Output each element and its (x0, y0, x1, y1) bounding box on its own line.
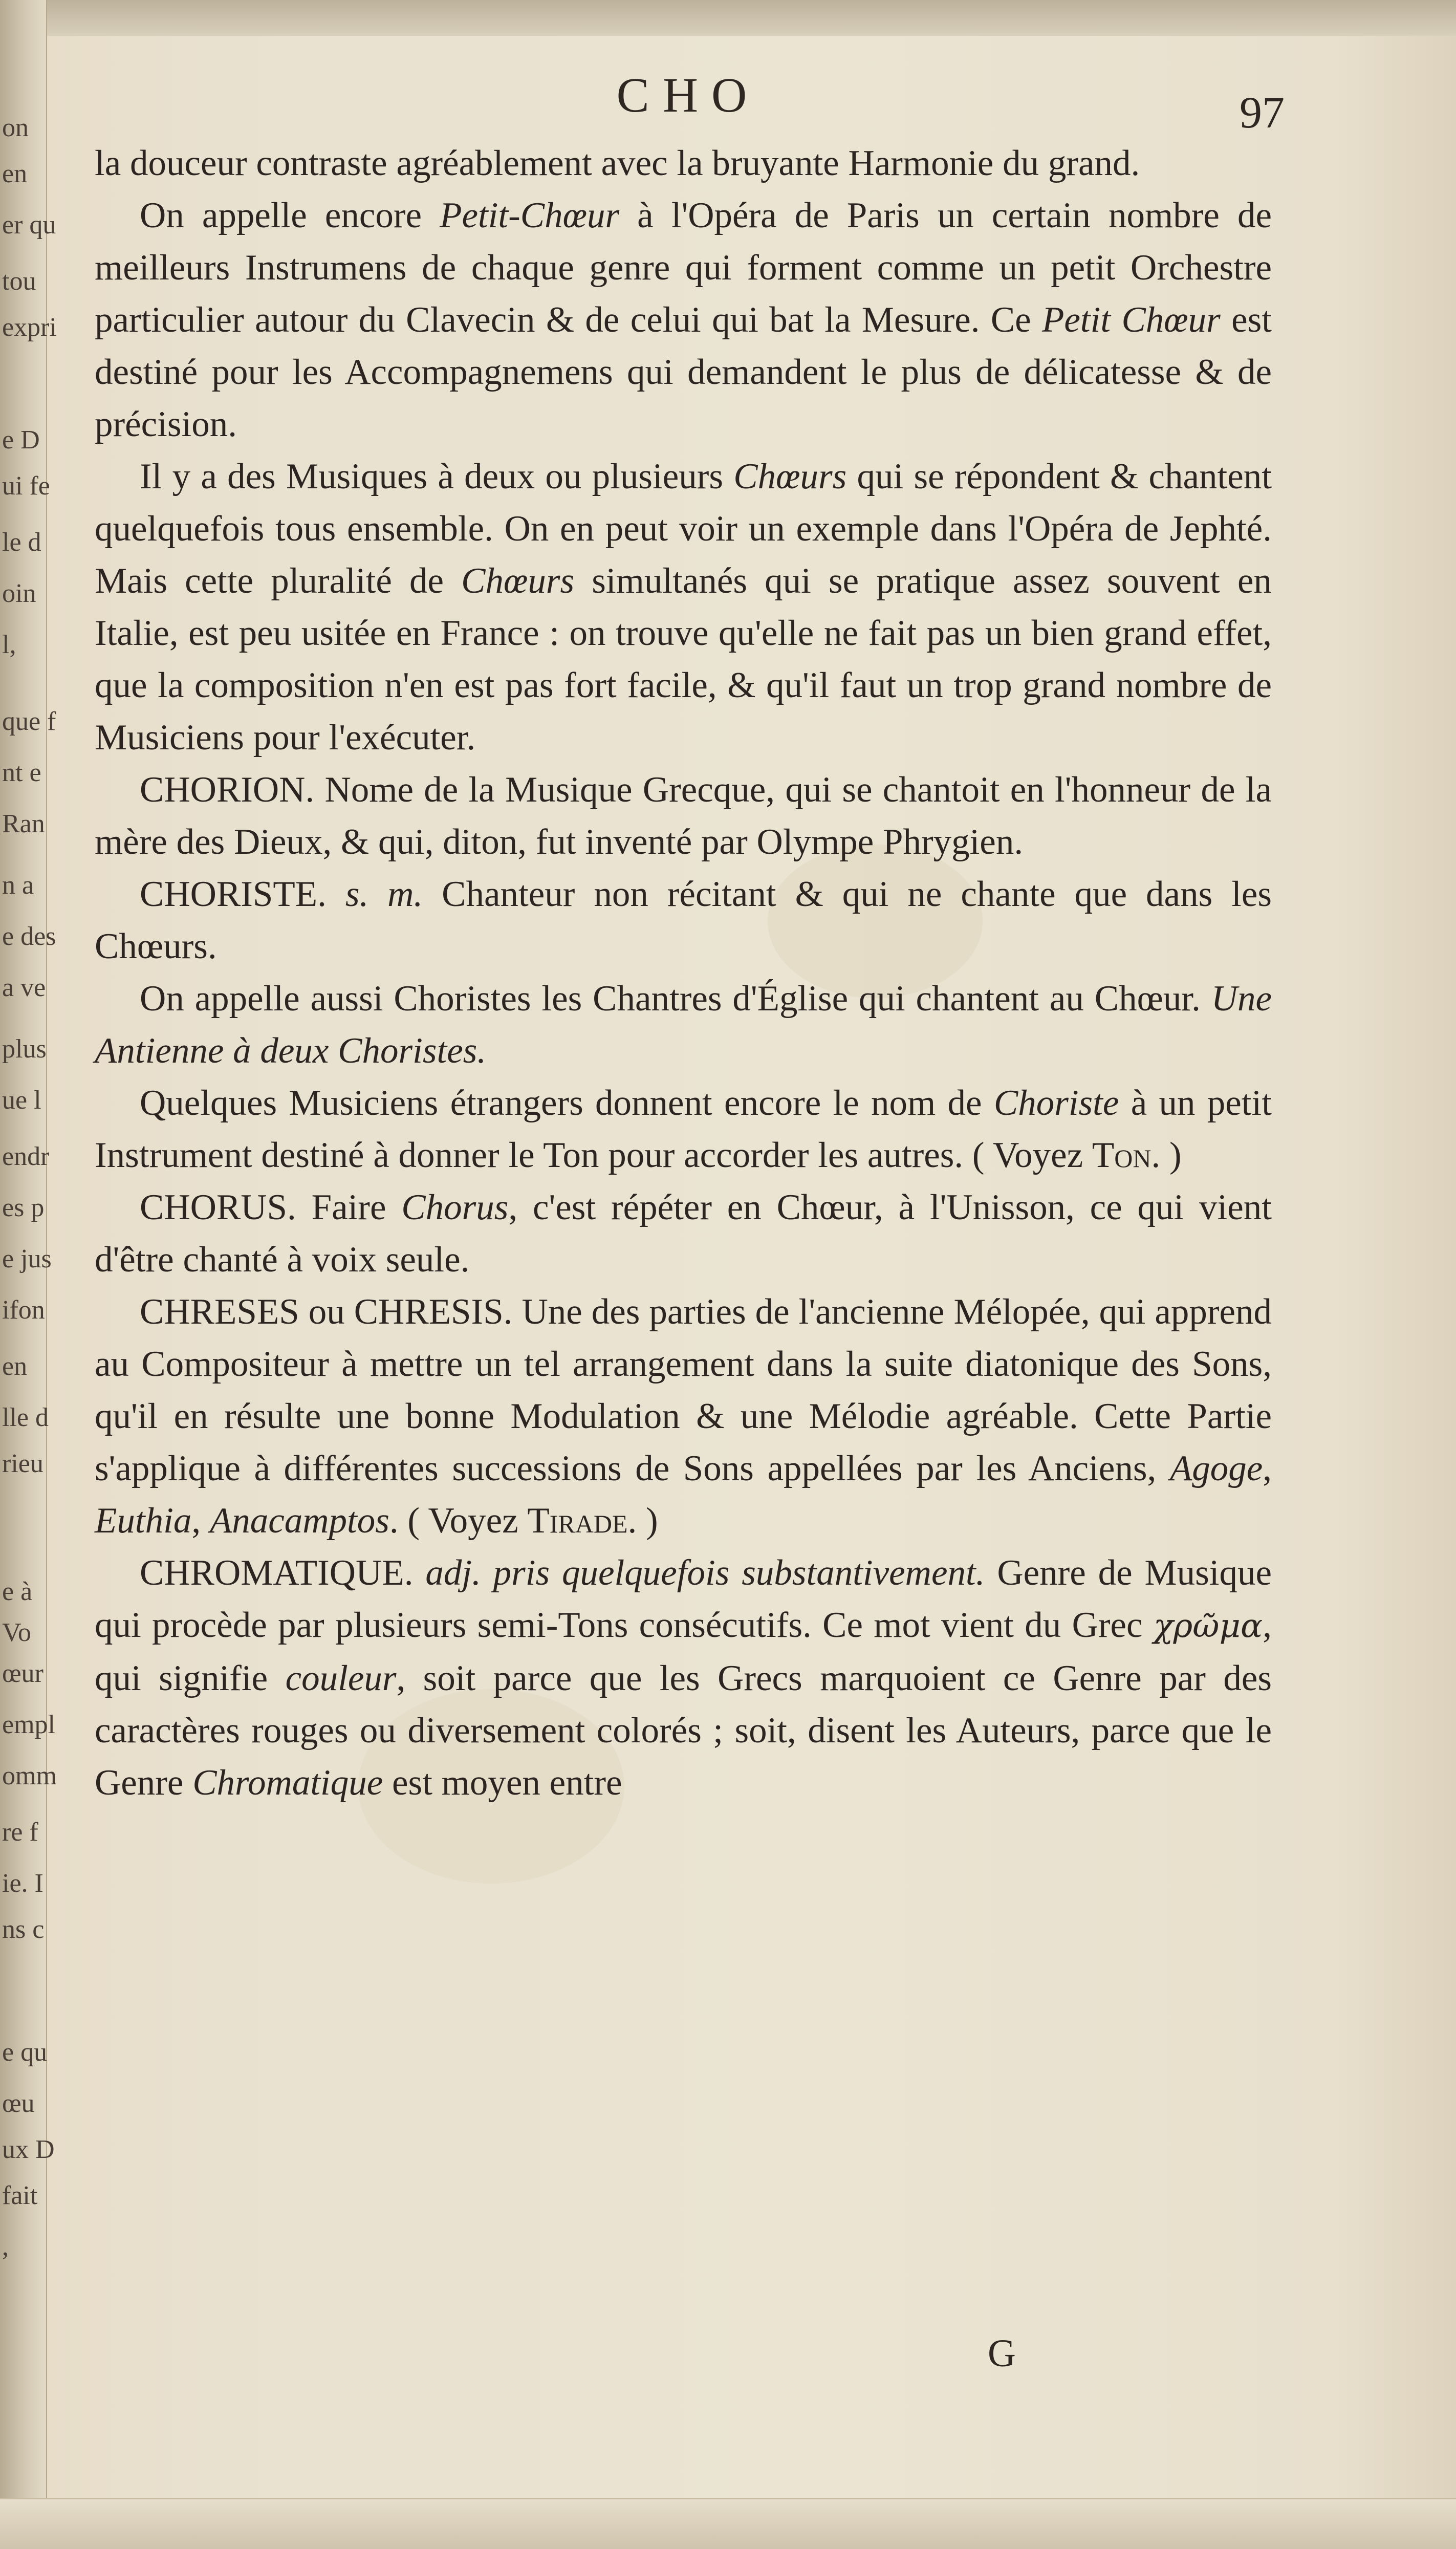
edge-fragment: e D (2, 425, 40, 455)
text-run: Il y a des Musiques à deux ou plusieurs (140, 457, 734, 496)
edge-fragment: ns c (2, 1915, 45, 1944)
edge-fragment: ue l (2, 1086, 41, 1115)
paragraph-continued (95, 137, 1272, 189)
edge-fragment: a ve (2, 973, 46, 1002)
paragraph (95, 764, 1272, 868)
edge-fragment: er qu (2, 210, 56, 240)
page-number: 97 (1240, 88, 1285, 138)
text-run: χρῶμα (1153, 1607, 1263, 1645)
text-run: Chorus (401, 1187, 509, 1227)
text-run: , (1263, 1449, 1272, 1488)
edge-fragment: ux D (2, 2135, 55, 2164)
edge-fragment: ui fe (2, 471, 50, 501)
edge-fragment: on (2, 113, 29, 142)
entry-headword: CHROMATIQUE. (140, 1553, 414, 1593)
text-run: Chœurs (461, 561, 575, 601)
text-run: Une des parties de l'ancienne Mélopée, qui apprend au Compositeur à mettre un tel arrangement dans la suite diatonique des Sons, qu'il en résulte une bonne Modulation & une Mélodie agréable. Cette Partie s'applique à différentes successions de Sons appellées par les Anciens, (95, 1292, 1272, 1488)
text-run: Choriste (993, 1083, 1119, 1123)
edge-fragment: tou (2, 267, 36, 296)
text-run: . ) (1151, 1135, 1182, 1175)
edge-fragment: ifon (2, 1295, 45, 1325)
text-run: Chœurs (733, 457, 847, 496)
text-run (413, 1553, 425, 1593)
edge-fragment: endr (2, 1142, 50, 1171)
edge-fragment: re f (2, 1818, 38, 1847)
edge-fragment: fait (2, 2181, 38, 2210)
adjacent-page-edge (0, 0, 57, 2547)
text-run: On appelle encore (140, 196, 440, 235)
paragraph (95, 868, 1272, 973)
text-run: Anacamptos (209, 1501, 389, 1541)
text-run: simultanés qui se pratique assez souvent en Italie, est peu usitée en France : on trouve qu'elle ne fait pas un bien grand effet, que la composition n'en est pas fort facile, & qu'il faut un trop grand nombre de Musiciens pour l'exécuter. (95, 561, 1272, 758)
text-run: Agoge (1169, 1449, 1263, 1488)
text-run: Faire (296, 1187, 402, 1227)
edge-fragment: e à (2, 1577, 33, 1606)
entry-headword: CHORION. (140, 770, 315, 810)
paragraph (95, 1286, 1272, 1547)
text-run: couleur (285, 1658, 397, 1698)
text-run: s. m. (345, 874, 423, 914)
edge-fragment: empl (2, 1710, 55, 1739)
edge-fragment: rieu (2, 1449, 44, 1478)
text-run: Nome de la Musique Grecque, qui se chantoit en l'honneur de la mère des Dieux, & qui, diton, fut inventé par Olympe Phrygien. (95, 770, 1272, 862)
edge-fragment: expri (2, 313, 57, 342)
text-run: est destiné pour les Accompagnemens qui demandent le plus de délicatesse & de précision. (95, 300, 1272, 444)
edge-fragment: , (2, 2232, 9, 2261)
edge-fragment: e des (2, 922, 56, 951)
text-run: Tirade (527, 1501, 628, 1541)
text-run: , (191, 1501, 210, 1541)
entry-headword: CHORISTE. (140, 874, 327, 914)
text-run: à un petit Instrument destiné à donner le Ton pour accorder les autres. ( Voyez (95, 1083, 1272, 1175)
edge-fragment: en (2, 1352, 28, 1381)
paragraph (95, 450, 1272, 764)
running-head: CHO (616, 68, 760, 122)
text-run: Petit Chœur (1042, 300, 1221, 340)
text-run: , c'est répéter en Chœur, à l'Unisson, ce qui vient d'être chanté à voix seule. (95, 1187, 1272, 1280)
edge-fragment: que f (2, 707, 56, 736)
edge-fragment: n a (2, 871, 34, 900)
text-run: Ton (1092, 1135, 1151, 1175)
text-run: à l'Opéra de Paris un certain nombre de meilleurs Instrumens de chaque genre qui forment comme un petit Orchestre particulier autour du Clavecin & de celui qui bat la Mesure. Ce (95, 196, 1272, 340)
text-run: Une Antienne à deux Choristes. (95, 979, 1272, 1071)
text-run: la douceur contraste agréablement avec la bruyante Harmonie du grand. (95, 143, 1140, 183)
adjacent-page-fragments (2, 0, 57, 2547)
edge-fragment: ie. I (2, 1869, 44, 1898)
edge-fragment: nt e (2, 758, 41, 787)
text-run: Quelques Musiciens étrangers donnent encore le nom de (140, 1083, 994, 1123)
page-bottom-edge (0, 2498, 1456, 2549)
edge-fragment: lle d (2, 1403, 49, 1432)
text-run (327, 874, 345, 914)
text-run: , qui signifie (95, 1605, 1272, 1698)
edge-fragment: es p (2, 1193, 45, 1222)
page-top-shadow (0, 0, 1456, 36)
paragraph (95, 1077, 1272, 1181)
paragraph (95, 1181, 1272, 1286)
entry-headword: CHORUS. (140, 1187, 296, 1227)
paragraph (95, 973, 1272, 1077)
entry-headword: CHRESES ou CHRESIS. (140, 1292, 513, 1332)
page-text-body (95, 137, 1272, 1809)
edge-fragment: Vo (2, 1618, 31, 1647)
edge-fragment: le d (2, 528, 41, 557)
edge-fragment: omm (2, 1761, 57, 1790)
text-run: Petit-Chœur (440, 196, 620, 235)
text-run: Euthia (95, 1501, 192, 1541)
edge-fragment: plus (2, 1034, 47, 1064)
page-header (92, 67, 1285, 138)
edge-fragment: œu (2, 2089, 35, 2118)
edge-fragment: en (2, 159, 28, 188)
edge-fragment: oin (2, 579, 36, 608)
paragraph (95, 1547, 1272, 1809)
text-run: Chromatique (192, 1763, 383, 1803)
paragraph (95, 189, 1272, 450)
edge-fragment: l, (2, 630, 16, 659)
edge-fragment: œur (2, 1659, 44, 1688)
text-run: On appelle aussi Choristes les Chantres d'Église qui chantent au Chœur. (140, 979, 1211, 1019)
edge-fragment: e qu (2, 2038, 48, 2067)
edge-fragment: Ran (2, 809, 45, 838)
signature-mark: G (988, 2332, 1016, 2375)
edge-fragment: e jus (2, 1244, 52, 1273)
text-run: . ( Voyez (389, 1501, 528, 1541)
text-run: adj. pris quelquefois substantivement. (425, 1553, 985, 1593)
text-run: , soit parce que les Grecs marquoient ce Genre par des caractères rouges ou diversement colorés ; soit, disent les Auteurs, parce que le Genre (95, 1658, 1272, 1803)
text-run: qui se répondent & chantent quelquefois tous ensemble. On en peut voir un exemple dans l'Opéra de Jephté. Mais cette pluralité de (95, 457, 1272, 601)
text-run: Chanteur non récitant & qui ne chante que dans les Chœurs. (95, 874, 1272, 966)
text-run: est moyen entre (383, 1763, 622, 1803)
text-run: Genre de Musique qui procède par plusieurs semi-Tons consécutifs. Ce mot vient du Grec (95, 1553, 1272, 1645)
text-run: . ) (627, 1501, 658, 1541)
